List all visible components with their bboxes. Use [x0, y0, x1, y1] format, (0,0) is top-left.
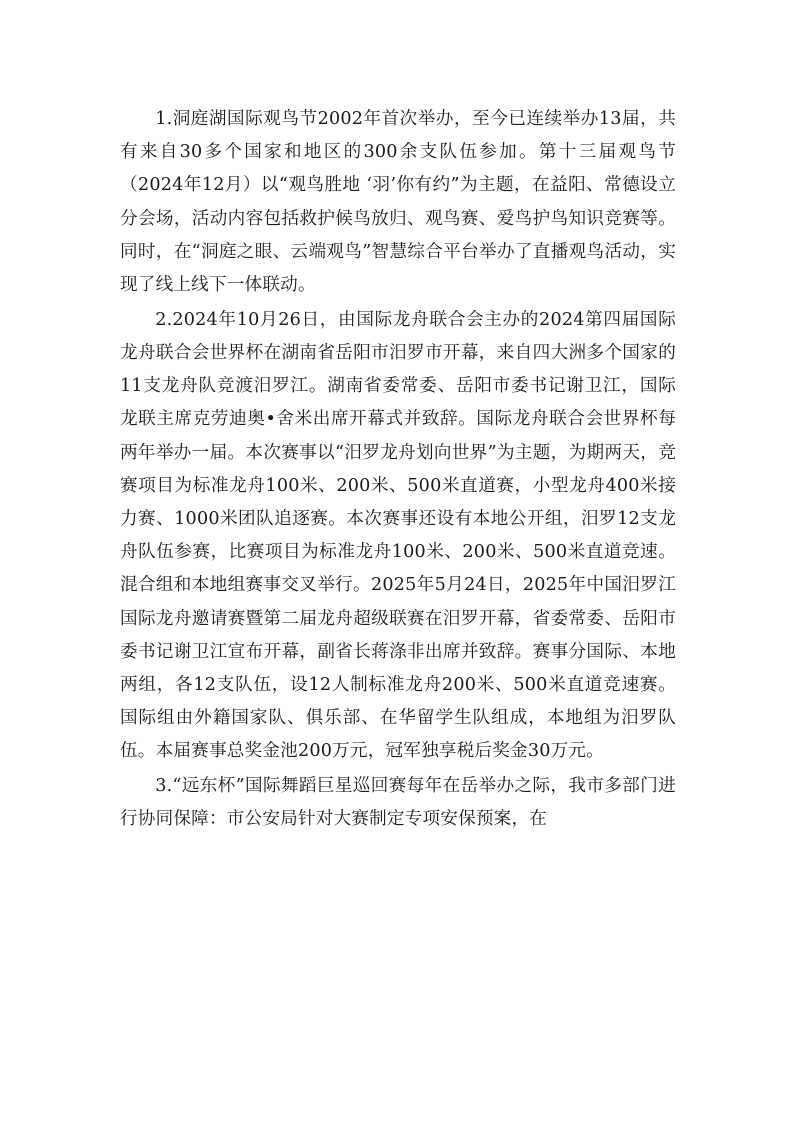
paragraph-far-east-cup-dance: 3.“远东杯”国际舞蹈巨星巡回赛每年在岳举办之际，我市多部门进行协同保障：市公安局针对大赛制定专项安保预案，在 — [120, 776, 676, 830]
paragraph-bird-watching-festival: 1.洞庭湖国际观鸟节2002年首次举办，至今已连续举办13届，共有来自30多个国家和地区的300余支队伍参加。第十三届观鸟节（2024年12月）以“观鸟胜地 ‘羽’你有约”为主题，在益阳、常德设立分会场，活动内容包括救护候鸟放归、观鸟赛、爱鸟护鸟知识竞赛等。同时，在“洞庭之眼、云端观鸟”智慧综合平台举办了直播观鸟活动，实现了线上线下一体联动。 — [120, 109, 676, 296]
paragraph-dragon-boat-world-cup: 2.2024年10月26日，由国际龙舟联合会主办的2024第四届国际龙舟联合会世界杯在湖南省岳阳市汨罗市开幕，来自四大洲多个国家的11支龙舟队竞渡汨罗江。湖南省委常委、岳阳市委书记谢卫江，国际龙联主席克劳迪奥•舍米出席开幕式并致辞。国际龙舟联合会世界杯每两年举办一届。本次赛事以“汨罗龙舟划向世界”为主题，为期两天，竞赛项目为标准龙舟100米、200米、500米直道赛，小型龙舟400米接力赛、1000米团队追逐赛。本次赛事还设有本地公开组，汨罗12支龙舟队伍参赛，比赛项目为标准龙舟100米、200米、500米直道竞速。混合组和本地组赛事交叉举行。2025年5月24日，2025年中国汨罗江国际龙舟邀请赛暨第二届龙舟超级联赛在汨罗开幕，省委常委、岳阳市委书记谢卫江宣布开幕，副省长蒋涤非出席并致辞。赛事分国际、本地两组，各12支队伍，设12人制标准龙舟200米、500米直道竞速赛。国际组由外籍国家队、俱乐部、在华留学生队组成，本地组为汨罗队伍。本届赛事总奖金池200万元，冠军独享税后奖金30万元。 — [120, 309, 676, 762]
document-body — [120, 103, 676, 838]
